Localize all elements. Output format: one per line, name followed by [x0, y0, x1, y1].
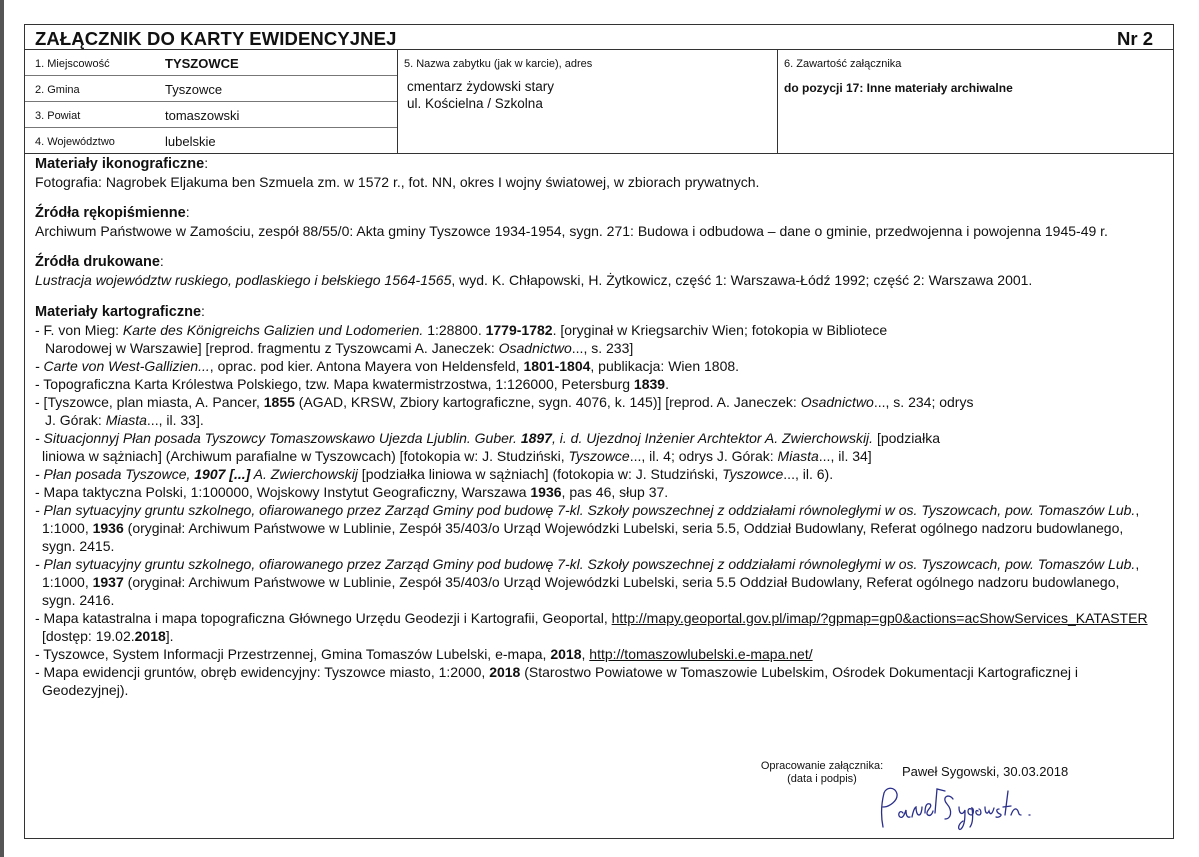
map-item	[35, 555, 1165, 609]
map-year: 1839	[633, 376, 666, 392]
section-heading: Źródła drukowane	[35, 254, 160, 270]
map-title: - Płan posada Tyszowce,	[35, 466, 195, 482]
map-title: Osadnictwo	[498, 340, 572, 356]
map-year: 2018	[550, 646, 582, 662]
content-body	[35, 154, 1165, 699]
map-year: 1936	[530, 484, 562, 500]
section-text: Archiwum Państwowe w Zamościu, zespół 88/55/0: Akta gminy Tyszowce 1934-1954, sygn. 271: Budowa i odbudowa – dane o gminie, przedwojenna i powojenna 1945-49 r.	[35, 223, 1108, 239]
section-drukowane	[35, 252, 1165, 289]
document-title: ZAŁĄCZNIK DO KARTY EWIDENCYJNEJ	[35, 28, 397, 49]
field-label: 3. Powiat	[35, 110, 81, 122]
signature-label-line2: (data i podpis)	[787, 773, 857, 785]
map-year: 1897	[520, 430, 552, 446]
field-label: 4. Województwo	[35, 136, 115, 148]
map-year: 2018	[134, 628, 166, 644]
map-text: ..., s. 233]	[571, 340, 634, 356]
document-number: Nr 2	[1117, 28, 1153, 49]
map-item	[35, 429, 1165, 465]
field-value: TYSZOWCE	[165, 56, 239, 71]
map-title: , i. d. Ujezdnoj Inżenier Archtektor A. Zwierchowskij.	[551, 430, 874, 446]
handwritten-signature	[875, 777, 1085, 837]
publication-details: , wyd. K. Chłapowski, H. Żytkowicz, część 1: Warszawa-Łódź 1992; część 2: Warszawa 2001.	[451, 272, 1033, 288]
section-heading: Materiały ikonograficzne	[35, 156, 205, 172]
heading-colon: :	[185, 204, 190, 220]
map-text: ,	[1135, 556, 1140, 572]
map-year: 1855	[263, 394, 295, 410]
map-text: (AGAD, KRSW, Zbiory kartograficzne, sygn. 4076, k. 145)] [reprod. A. Janeczek:	[294, 394, 801, 410]
map-year: 1907 [...]	[194, 466, 251, 482]
map-text: - [Tyszowce, plan miasta, A. Pancer,	[35, 394, 264, 410]
map-text: ..., il. 33].	[146, 412, 204, 428]
monument-label: 5. Nazwa zabytku (jak w karcie), adres	[404, 58, 593, 70]
map-text: ..., il. 6).	[783, 466, 834, 482]
field-label: 1. Miejscowość	[35, 58, 110, 70]
map-text: (Starostwo Powiatowe w Tomaszowie Lubelskim, Ośrodek Dokumentacji Kartograficznej i	[520, 664, 1078, 680]
map-year: 2018	[489, 664, 521, 680]
map-text: (oryginał: Archiwum Państwowe w Lublinie, Zespół 35/403/o Urząd Wojewódzki Lubelski, seria 5.5, Oddział Budowlany, Referat ogólnego nadzoru budowlanego,	[123, 520, 1124, 536]
map-title: A. Zwierchowskij	[250, 466, 358, 482]
location-column	[25, 50, 398, 153]
field-value: Tyszowce	[165, 82, 223, 97]
map-text: . [oryginał w Kriegsarchiv Wien; fotokopia w Bibliotece	[552, 322, 888, 338]
map-item	[35, 645, 1165, 663]
map-text: ,	[581, 646, 590, 662]
signature-label	[757, 760, 887, 786]
field-row-gmina	[25, 76, 397, 102]
map-item	[35, 465, 1165, 483]
map-text: (oryginał: Archiwum Państwowe w Lublinie, Zespół 35/403/o Urząd Wojewódzki Lubelski, seria 5.5 Oddział Budowlany, Referat ogólnego nadzoru budowlanego,	[123, 574, 1120, 590]
map-text: - Tyszowce, System Informacji Przestrzennej, Gmina Tomaszów Lubelski, e-mapa,	[35, 646, 551, 662]
map-text: J. Górak:	[45, 412, 106, 428]
contents-label: 6. Zawartość załącznika	[784, 58, 902, 70]
map-text: 1:1000,	[42, 574, 93, 590]
header-table	[25, 50, 1173, 154]
scan-edge	[0, 0, 4, 857]
geoportal-link[interactable]: http://mapy.geoportal.gov.pl/imap/?gpmap=gp0&actions=acShowServices_KATASTER	[611, 610, 1148, 626]
map-title: Miasta	[105, 412, 147, 428]
map-year: 1779-1782	[485, 322, 553, 338]
map-text: sygn. 2416.	[42, 592, 115, 608]
map-item	[35, 663, 1165, 699]
heading-colon: :	[201, 303, 205, 319]
monument-column	[398, 50, 778, 153]
map-text: 1:28800.	[423, 322, 486, 338]
map-text: ..., il. 4; odrys J. Górak:	[629, 448, 778, 464]
map-title: Karte des Königreichs Galizien und Lodomerien.	[122, 322, 424, 338]
map-text: ..., il. 34]	[818, 448, 872, 464]
field-value: tomaszowski	[165, 108, 240, 123]
map-text: - Mapa ewidencji gruntów, obręb ewidencyjny: Tyszowce miasto, 1:2000,	[35, 664, 490, 680]
section-heading: Źródła rękopiśmienne	[35, 205, 186, 221]
contents-value: do pozycji 17: Inne materiały archiwalne	[784, 81, 1013, 95]
map-item	[35, 483, 1165, 501]
map-item	[35, 321, 1165, 357]
map-text: 1:1000,	[42, 520, 93, 536]
map-title: Miasta	[777, 448, 819, 464]
section-ikonograficzne	[35, 154, 1165, 191]
map-title: - Plan sytuacyjny gruntu szkolnego, ofiarowanego przez Zarząd Gminy pod budowę 7-kl. Szkoły powszechnej z oddziałami równoległymi w os. Tyszowcach, pow. Tomaszów Lub.	[35, 502, 1136, 518]
title-row	[25, 25, 1173, 50]
map-year: 1801-1804	[523, 358, 591, 374]
attachment-card	[24, 24, 1174, 839]
field-row-wojewodztwo	[25, 128, 397, 154]
map-item	[35, 357, 1165, 375]
map-item	[35, 501, 1165, 555]
map-text: ..., s. 234; odrys	[873, 394, 974, 410]
section-kartograficzne	[35, 302, 1165, 699]
map-title: Osadnictwo	[800, 394, 874, 410]
map-text: Narodowej w Warszawie] [reprod. fragmentu z Tyszowcami A. Janeczek:	[45, 340, 499, 356]
heading-colon: :	[204, 155, 209, 171]
field-row-powiat	[25, 102, 397, 128]
monument-address: ul. Kościelna / Szkolna	[407, 96, 543, 111]
map-title: Tyszowce	[568, 448, 630, 464]
map-text: - F. von Mieg:	[35, 322, 123, 338]
map-text: [podziałka	[873, 430, 940, 446]
map-text: .	[665, 376, 669, 392]
map-text: - Mapa katastralna i mapa topograficzna Głównego Urzędu Geodezji i Kartografii, Geoportal,	[35, 610, 612, 626]
field-label: 2. Gmina	[35, 84, 80, 96]
map-text: liniowa w sążniach] (Archiwum parafialne w Tyszowcach) [fotokopia w: J. Studziński,	[42, 448, 569, 464]
map-title: - Carte von West-Gallizien...	[35, 358, 210, 374]
monument-name: cmentarz żydowski stary	[407, 79, 555, 94]
field-row-miejscowosc	[25, 50, 397, 76]
section-rekopismienne	[35, 203, 1165, 240]
map-text: , oprac. pod kier. Antona Mayera von Heldensfeld,	[209, 358, 524, 374]
map-text: ,	[1135, 502, 1140, 518]
publication-title: Lustracja województw ruskiego, podlaskiego i bełskiego 1564-1565	[35, 272, 452, 288]
map-year: 1936	[92, 520, 124, 536]
map-item	[35, 375, 1165, 393]
map-text: Geodezyjnej).	[42, 682, 129, 698]
signature-label-line1: Opracowanie załącznika:	[760, 760, 884, 772]
author-date: Paweł Sygowski, 30.03.2018	[902, 764, 1069, 779]
map-title: - Plan sytuacyjny gruntu szkolnego, ofiarowanego przez Zarząd Gminy pod budowę 7-kl. Szkoły powszechnej z oddziałami równoległymi w os. Tyszowcach, pow. Tomaszów Lub.	[35, 556, 1136, 572]
map-text: [dostęp: 19.02.	[42, 628, 135, 644]
map-item	[35, 393, 1165, 429]
map-text: sygn. 2415.	[42, 538, 115, 554]
map-text: - Mapa taktyczna Polski, 1:100000, Wojskowy Instytut Geograficzny, Warszawa	[35, 484, 531, 500]
map-text: - Topograficzna Karta Królestwa Polskiego, tzw. Mapa kwatermistrzostwa, 1:126000, Petersburg	[35, 376, 634, 392]
map-item	[35, 609, 1165, 645]
section-heading: Materiały kartograficzne	[35, 304, 202, 320]
map-title: Tyszowce	[722, 466, 784, 482]
field-value: lubelskie	[165, 134, 216, 149]
heading-colon: :	[159, 253, 164, 269]
map-year: 1937	[92, 574, 124, 590]
map-text: ].	[165, 628, 174, 644]
map-text: , publikacja: Wien 1808.	[590, 358, 740, 374]
map-text: [podziałka liniowa w sążniach] (fotokopia w: J. Studziński,	[357, 466, 723, 482]
e-mapa-link[interactable]: http://tomaszowlubelski.e-mapa.net/	[589, 646, 813, 662]
map-text: , pas 46, słup 37.	[561, 484, 669, 500]
section-text	[35, 271, 1165, 289]
section-text: Fotografia: Nagrobek Eljakuma ben Szmuela zm. w 1572 r., fot. NN, okres I wojny światowej, w zbiorach prywatnych.	[35, 174, 760, 190]
map-title: - Situacjonnyj Płan posada Tyszowcy Tomaszowskawo Ujezda Ljublin. Guber.	[35, 430, 521, 446]
contents-column	[778, 50, 1175, 153]
